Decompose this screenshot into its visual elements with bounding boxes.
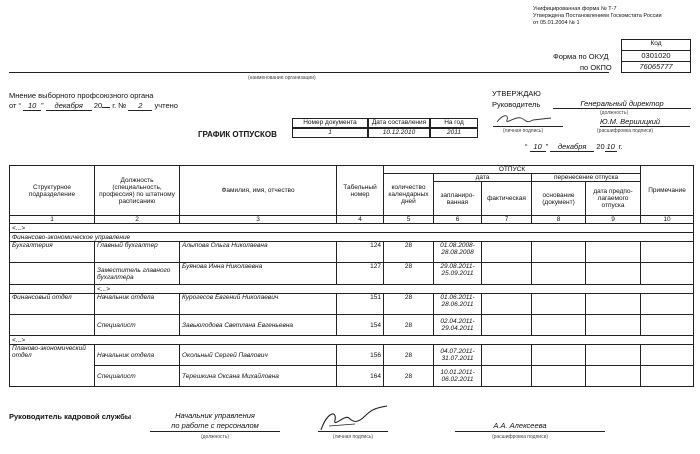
col-number: 10 bbox=[641, 216, 694, 224]
union-title: Мнение выборного профсоюзного органа bbox=[9, 91, 154, 100]
approve-day: 10 bbox=[530, 142, 546, 152]
footer-name-underline bbox=[455, 431, 605, 432]
cell-name: Завьюлодова Светлана Евгеньевна bbox=[180, 315, 337, 336]
approve-year-prefix: 20 bbox=[596, 142, 605, 151]
h-actual: фактическая bbox=[482, 182, 532, 216]
cell-days: 28 bbox=[384, 242, 434, 263]
h-dept: Структурное подразделение bbox=[10, 166, 95, 216]
union-date-line bbox=[9, 101, 178, 111]
approve-year: 10 bbox=[606, 142, 615, 151]
cell-dept bbox=[10, 263, 95, 285]
footer-position-line2: по работе с персоналом bbox=[171, 421, 259, 430]
col-number: 7 bbox=[482, 216, 532, 224]
cell-position: Заместитель главного бухгалтера bbox=[95, 263, 180, 285]
col-number: 5 bbox=[384, 216, 434, 224]
union-year-suffix: г. № bbox=[112, 101, 127, 110]
approved-line2: от 05.01.2004 № 1 bbox=[533, 20, 580, 26]
cell-name: Курогесов Евгений Николаевич bbox=[180, 294, 337, 315]
table-row bbox=[10, 345, 694, 366]
union-quote: ” bbox=[41, 101, 44, 110]
doc-year-value: 2011 bbox=[447, 129, 461, 136]
cell-dept: Финансовый отдел bbox=[10, 294, 95, 315]
h-date: дата bbox=[434, 174, 532, 182]
h-planned: запланиро- ванная bbox=[434, 182, 482, 216]
doc-num-label: Номер документа bbox=[303, 119, 357, 126]
okpo-label: по ОКПО bbox=[580, 63, 612, 72]
h-basis: основание (документ) bbox=[532, 182, 586, 216]
cell-position: Специалист bbox=[95, 315, 180, 336]
union-from: от “ bbox=[9, 101, 22, 110]
vacation-schedule-table bbox=[9, 165, 694, 387]
cell-planned: 29.08.2011-25.09.2011 bbox=[434, 263, 482, 285]
cell-planned: 02.04.2011-29.04.2011 bbox=[434, 315, 482, 336]
doc-title: ГРАФИК ОТПУСКОВ bbox=[198, 130, 277, 139]
table-row bbox=[10, 315, 694, 336]
cell-tab: 156 bbox=[337, 345, 384, 366]
doc-year-label: На год bbox=[444, 119, 464, 126]
approved-line1: Утверждена Постановлением Госкомстата России bbox=[533, 13, 662, 19]
approve-title: УТВЕРЖДАЮ bbox=[492, 89, 541, 98]
approve-position: Генеральный директор bbox=[553, 99, 691, 109]
h-transfer: перенесение отпуска bbox=[532, 174, 641, 182]
footer-signature-line bbox=[318, 431, 388, 432]
union-year-prefix: 20 bbox=[93, 101, 103, 110]
h-note: Примечание bbox=[641, 166, 694, 216]
doc-date-label: Дата составления bbox=[371, 119, 427, 126]
h-vacation: ОТПУСК bbox=[384, 166, 641, 174]
cell-days: 28 bbox=[384, 263, 434, 285]
doc-num-value-cell bbox=[292, 128, 368, 138]
h-days: количество календарных дней bbox=[384, 174, 434, 216]
cell-days: 28 bbox=[384, 345, 434, 366]
cell-dept bbox=[10, 315, 95, 336]
cell-name: Алыпова Ольга Николаевна bbox=[180, 242, 337, 263]
ellipsis-row: <...> bbox=[10, 224, 694, 233]
footer-signature-caption: (личная подпись) bbox=[332, 434, 374, 440]
union-day: 10 bbox=[23, 101, 41, 111]
okpo-value: 76065777 bbox=[639, 62, 673, 71]
approve-date-close: ” bbox=[545, 142, 549, 151]
union-month: декабря bbox=[46, 101, 92, 111]
doc-num-label-cell bbox=[292, 118, 368, 128]
table-row bbox=[10, 366, 694, 387]
cell-position: Начальник отдела bbox=[95, 294, 180, 315]
form-title: Унифицированная форма № Т-7 bbox=[533, 6, 617, 12]
cell-position: Главный бухгалтер bbox=[95, 242, 180, 263]
approve-year-suffix: г. bbox=[618, 142, 623, 151]
footer-hr-head: Руководитель кадровой службы bbox=[9, 412, 132, 421]
footer-name-caption: (расшифровка подписи) bbox=[491, 434, 549, 440]
doc-year-value-cell bbox=[430, 128, 478, 138]
approve-name-caption: (расшифровка подписи) bbox=[597, 128, 654, 134]
col-number: 6 bbox=[434, 216, 482, 224]
footer-position-underline bbox=[150, 431, 280, 432]
cell-name: Окольный Сергей Павлович bbox=[180, 345, 337, 366]
table-row bbox=[10, 263, 694, 285]
approve-signature-icon bbox=[495, 112, 555, 128]
doc-date-value-cell bbox=[368, 128, 430, 138]
cell-position: Специалист bbox=[95, 366, 180, 387]
approve-head-label: Руководитель bbox=[492, 100, 541, 109]
footer-position-line1: Начальник управления bbox=[175, 411, 255, 420]
col-number: 3 bbox=[180, 216, 337, 224]
cell-days: 28 bbox=[384, 315, 434, 336]
union-accounted: учтено bbox=[154, 101, 178, 110]
okud-value: 0301020 bbox=[641, 51, 671, 60]
doc-year-label-cell bbox=[430, 118, 478, 128]
cell-planned: 01.06.2011-28.06.2011 bbox=[434, 294, 482, 315]
cell-name: Терешкина Оксана Михайловна bbox=[180, 366, 337, 387]
cell-dept: Планово-экономический отдел bbox=[10, 345, 95, 387]
union-number: 2 bbox=[128, 101, 152, 111]
code-label: Код bbox=[650, 40, 662, 47]
cell-position: Начальник отдела bbox=[95, 345, 180, 366]
h-tabnum: Табельный номер bbox=[337, 166, 384, 216]
org-name-line bbox=[9, 72, 609, 73]
cell-planned: 10.01.2011-06.02.2011 bbox=[434, 366, 482, 387]
approve-signature-caption: (личная подпись) bbox=[503, 128, 544, 134]
approve-date-open: “ bbox=[525, 142, 528, 151]
org-caption: (наименование организации) bbox=[248, 75, 316, 81]
cell-planned: 01.08.2008-28.08.2008 bbox=[434, 242, 482, 263]
approve-month: декабря bbox=[550, 142, 594, 152]
approve-date-line bbox=[525, 142, 623, 152]
doc-num-value: 1 bbox=[328, 129, 332, 136]
col-number: 1 bbox=[10, 216, 95, 224]
col-number: 4 bbox=[337, 216, 384, 224]
table-row bbox=[10, 294, 694, 315]
h-position: Должность (специальность, профессия) по штатному расписанию bbox=[95, 166, 180, 216]
cell-tab: 127 bbox=[337, 263, 384, 285]
col-number: 2 bbox=[95, 216, 180, 224]
footer-position-caption: (должность) bbox=[200, 434, 230, 440]
doc-date-value: 10.12.2010 bbox=[382, 129, 416, 136]
ellipsis-row: <...> bbox=[10, 336, 694, 345]
cell-tab: 151 bbox=[337, 294, 384, 315]
footer-name: А.А. Алексеева bbox=[493, 421, 547, 430]
cell-dept: Бухгалтерия bbox=[10, 242, 95, 263]
okud-label: Форма по ОКУД bbox=[553, 52, 609, 61]
group-label: Финансово-экономическое управление bbox=[10, 233, 694, 242]
cell-tab: 124 bbox=[337, 242, 384, 263]
ellipsis-row: <...> bbox=[95, 285, 694, 294]
cell-name: Буянова Инна Николаевна bbox=[180, 263, 337, 285]
table-row bbox=[10, 242, 694, 263]
cell-tab: 164 bbox=[337, 366, 384, 387]
cell-planned: 04.07.2011-31.07.2011 bbox=[434, 345, 482, 366]
doc-date-label-cell bbox=[368, 118, 430, 128]
col-number: 9 bbox=[586, 216, 641, 224]
cell-days: 28 bbox=[384, 366, 434, 387]
cell-tab: 154 bbox=[337, 315, 384, 336]
approve-position-caption: (должность) bbox=[600, 110, 629, 116]
okpo-value-box bbox=[621, 61, 691, 73]
approve-name: Ю.М. Вершицкий bbox=[600, 117, 690, 127]
col-number: 8 bbox=[532, 216, 586, 224]
cell-days: 28 bbox=[384, 294, 434, 315]
h-expected: дата предпо- лагаемого отпуска bbox=[586, 182, 641, 216]
footer-signature-icon bbox=[315, 404, 390, 438]
h-name: Фамилия, имя, отчество bbox=[180, 166, 337, 216]
